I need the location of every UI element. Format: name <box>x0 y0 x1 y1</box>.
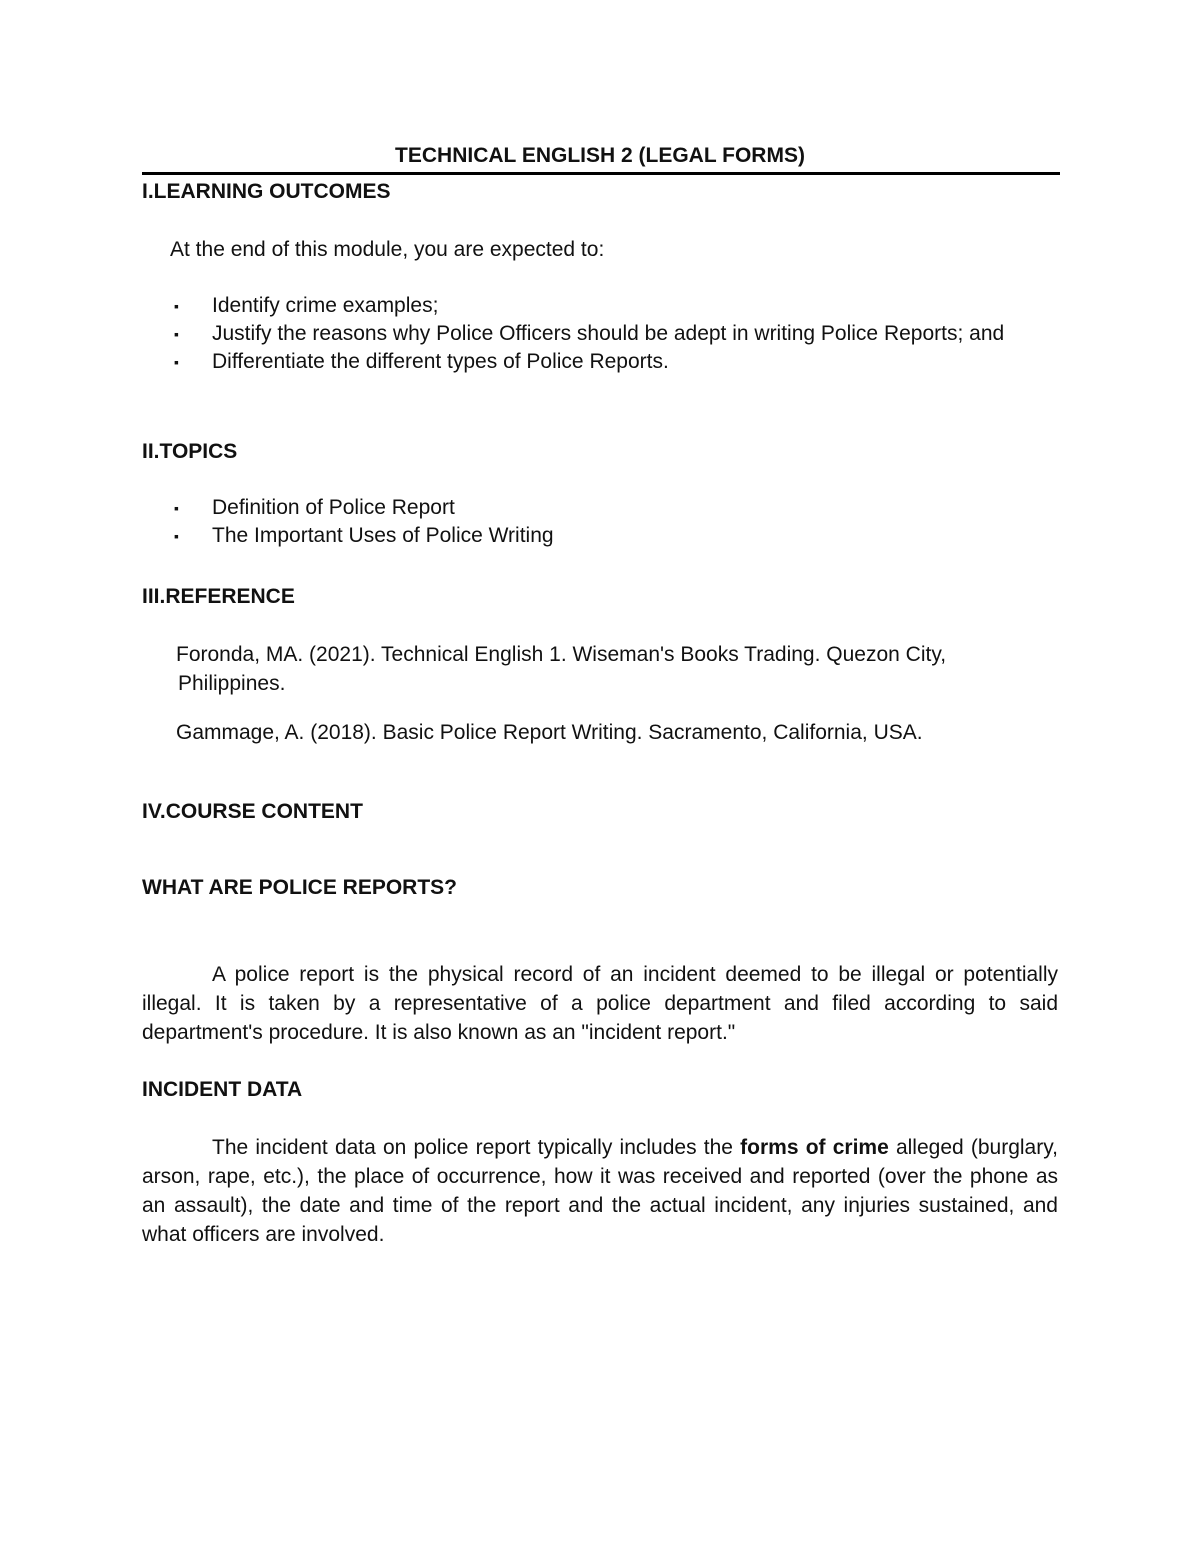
course-content-heading: IV.COURSE CONTENT <box>142 800 363 823</box>
police-reports-paragraph: A police report is the physical record of an incident deemed to be illegal or potentially illegal. It is taken by a representative of a police department and filed according to said department's procedure. It is also known as an "incident report." <box>142 963 1058 1044</box>
topics-heading: II.TOPICS <box>142 440 238 463</box>
document-title: TECHNICAL ENGLISH 2 (LEGAL FORMS) <box>395 144 805 167</box>
reference-item <box>176 640 1066 698</box>
incident-data-paragraph <box>142 1133 1058 1249</box>
incident-text-start: The incident data on police report typically includes the <box>212 1136 741 1159</box>
list-item-text: Definition of Police Report <box>212 496 455 519</box>
learning-outcomes-list <box>174 292 1064 376</box>
list-item <box>174 522 1064 550</box>
incident-data-heading: INCIDENT DATA <box>142 1078 303 1101</box>
list-item <box>174 320 1064 348</box>
title-underline <box>142 172 1060 175</box>
bullet-icon: ▪ <box>174 500 179 516</box>
learning-outcomes-intro: At the end of this module, you are expected to: <box>170 238 605 261</box>
list-item-text: The Important Uses of Police Writing <box>212 524 554 547</box>
bullet-icon: ▪ <box>174 298 179 314</box>
incident-text-end: alleged (burglary, arson, rape, etc.), the place of occurrence, how it was received and reported (over the phone as an assault), the date and time of the report and the actual incident, any injuries sustained, and what officers are involved. <box>142 1136 1059 1246</box>
list-item-text: Justify the reasons why Police Officers should be adept in writing Police Reports; and <box>212 322 1005 345</box>
bullet-icon: ▪ <box>174 354 179 370</box>
reference-line: Philippines. <box>178 672 286 695</box>
bullet-icon: ▪ <box>174 528 179 544</box>
list-item-text: Identify crime examples; <box>212 294 439 317</box>
police-reports-heading: WHAT ARE POLICE REPORTS? <box>142 876 457 899</box>
bullet-icon: ▪ <box>174 326 179 342</box>
topics-list <box>174 494 1064 550</box>
list-item <box>174 348 1064 376</box>
reference-line: Foronda, MA. (2021). Technical English 1. Wiseman's Books Trading. Quezon City, <box>176 643 947 666</box>
list-item <box>174 292 1064 320</box>
reference-heading: III.REFERENCE <box>142 585 295 608</box>
reference-item <box>176 718 1066 747</box>
list-item <box>174 494 1064 522</box>
learning-outcomes-heading: I.LEARNING OUTCOMES <box>142 180 391 203</box>
list-item-text: Differentiate the different types of Police Reports. <box>212 350 669 373</box>
reference-line: Gammage, A. (2018). Basic Police Report Writing. Sacramento, California, USA. <box>176 721 923 744</box>
incident-bold-phrase: forms of crime <box>740 1136 889 1159</box>
